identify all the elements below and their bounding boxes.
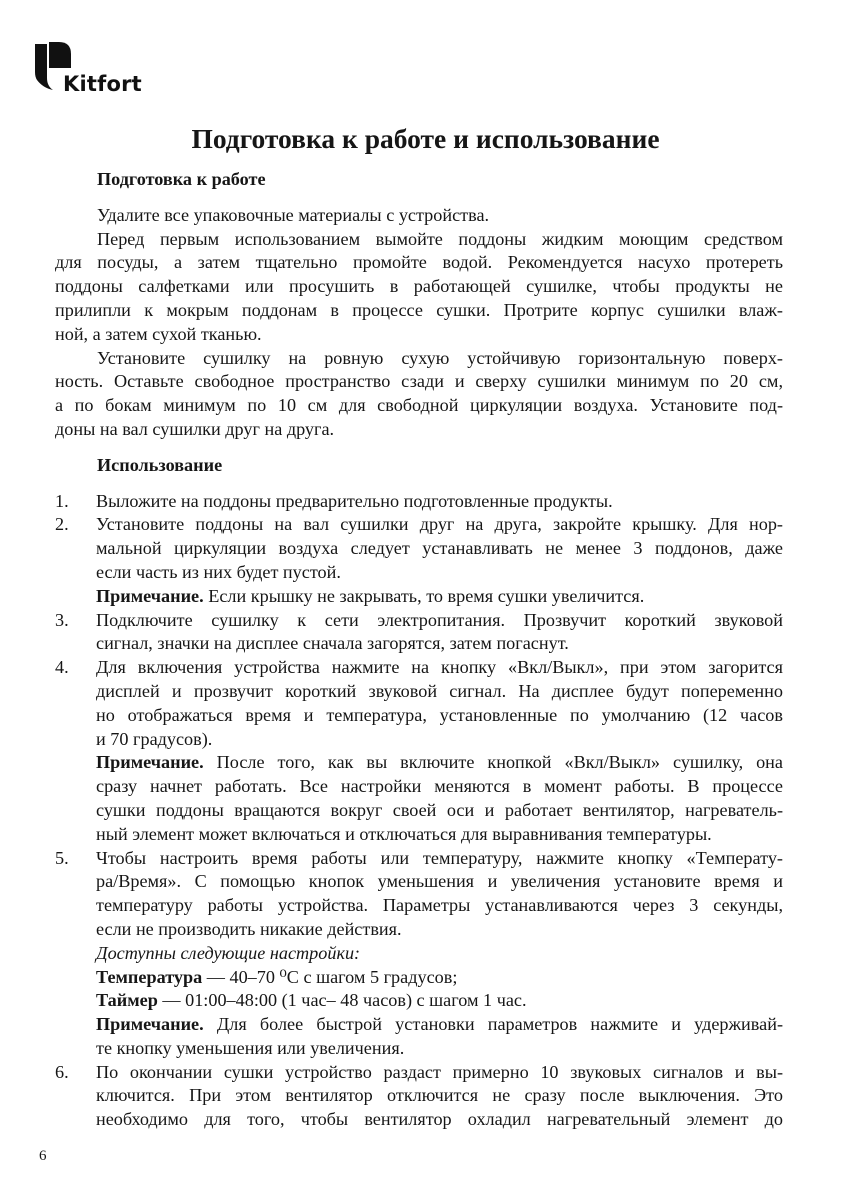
section-heading-usage: Использование (97, 454, 223, 475)
note-line: сушки поддоны вращаются вокруг своей оси и работает вентилятор, нагреватель- (96, 799, 783, 820)
list-item-text: Для включения устройства нажмите на кнопку «Вкл/Выкл», при этом загорится (96, 657, 783, 678)
list-number: 1. (55, 490, 69, 511)
list-number: 4. (55, 657, 69, 678)
list-number: 3. (55, 609, 69, 630)
settings-intro-text: Доступны следующие настройки: (96, 942, 361, 963)
note-label: Примечание. (96, 1014, 204, 1035)
list-item-line: если не производить никакие действия. (96, 918, 402, 939)
list-number: 6. (55, 1061, 69, 1082)
note-text: Если крышку не закрывать, то время сушки увеличится. (203, 585, 645, 606)
list-item-2 (55, 513, 783, 537)
page-number: 6 (39, 1148, 47, 1164)
paragraph-line: Установите сушилку на ровную сухую устойчивую горизонтальную поверх- (97, 347, 783, 368)
document-body (55, 168, 783, 1132)
note-text: После того, как вы включите кнопкой «Вкл/Выкл» сушилку, она (203, 752, 783, 773)
note-line: ный элемент может включаться и отключаться для выравнивания температуры. (96, 823, 712, 844)
list-item-1 (55, 490, 783, 514)
note-text: Для более быстрой установки параметров нажмите и удерживай- (203, 1014, 783, 1035)
list-item-4 (55, 656, 783, 680)
list-number: 2. (55, 514, 69, 535)
note-line: те кнопку уменьшения или увеличения. (96, 1037, 405, 1058)
setting-temperature (55, 966, 783, 990)
list-item-5 (55, 847, 783, 871)
list-item-3 (55, 609, 783, 633)
list-item-text: По окончании сушки устройство раздаст примерно 10 звуковых сигналов и вы- (96, 1061, 783, 1082)
settings-intro (55, 942, 783, 966)
paragraph-line: доны на вал сушилки друг на друга. (55, 418, 335, 439)
paragraph-line: а по бокам минимум по 10 см для свободной циркуляции воздуха. Установите под- (55, 395, 783, 416)
list-item-line: мальной циркуляции воздуха следует устанавливать не менее 3 поддонов, даже (96, 538, 783, 559)
list-item-line: необходимо для того, чтобы вентилятор охладил нагревательный элемент до (96, 1109, 783, 1130)
list-item-line: сигнал, значки на дисплее сначала загорятся, затем погаснут. (96, 633, 569, 654)
list-item-text: Установите поддоны на вал сушилки друг на друга, закройте крышку. Для нор- (96, 514, 783, 535)
note (55, 1013, 783, 1037)
page-title: Подготовка к работе и использование (191, 123, 660, 154)
paragraph-line: ной, а затем сухой тканью. (55, 323, 262, 344)
list-item-6 (55, 1061, 783, 1085)
paragraph-line: ность. Оставьте свободное пространство сзади и сверху сушилки минимум по 20 см, (55, 371, 783, 392)
setting-value: — 01:00–48:00 (1 час– 48 часов) с шагом 1 час. (157, 990, 527, 1011)
note-label: Примечание. (96, 585, 204, 606)
setting-value: — 40–70 ⁰С с шагом 5 градусов; (202, 966, 458, 987)
note-label: Примечание. (96, 752, 204, 773)
list-item-line: ра/Время». С помощью кнопок уменьшения и увеличения установите время и (96, 871, 783, 892)
setting-label: Таймер (96, 990, 158, 1011)
setting-label: Температура (96, 966, 203, 987)
list-item-line: но отображаться время и температура, установленные по умолчанию (12 часов (96, 704, 783, 725)
list-item-text: Подключите сушилку к сети электропитания. Прозвучит короткий звуковой (96, 609, 783, 630)
list-item-line: ключится. При этом вентилятор отключится не сразу после выключения. Это (96, 1085, 783, 1106)
list-item-line: если часть из них будет пустой. (96, 561, 341, 582)
paragraph-line: Удалите все упаковочные материалы с устройства. (97, 204, 490, 225)
list-item-line: температуру работы устройства. Параметры устанавливаются через 3 секунды, (96, 895, 783, 916)
section-heading-preparation: Подготовка к работе (97, 169, 266, 189)
note (55, 751, 783, 775)
note-line: сразу начнет работать. Все настройки меняются в момент работы. В процессе (96, 776, 783, 797)
list-item-line: и 70 градусов). (96, 728, 213, 749)
paragraph-line: поддоны салфетками или просушить в работающей сушилке, чтобы продукты не (55, 276, 783, 297)
brand-name: Kitfort (63, 72, 142, 96)
list-item-text: Выложите на поддоны предварительно подготовленные продукты. (96, 490, 613, 511)
paragraph-line: прилипли к мокрым поддонам в процессе сушки. Протрите корпус сушилки влаж- (55, 299, 783, 320)
list-number: 5. (55, 847, 69, 868)
setting-timer (55, 989, 783, 1013)
list-item-line: дисплей и прозвучит короткий звуковой сигнал. На дисплее будут попеременно (96, 680, 783, 701)
paragraph-line: Перед первым использованием вымойте поддоны жидким моющим средством (97, 228, 783, 249)
note (55, 585, 783, 609)
paragraph-line: для посуды, а затем тщательно промойте водой. Рекомендуется насухо протереть (55, 252, 783, 273)
list-item-text: Чтобы настроить время работы или температуру, нажмите кнопку «Температу- (96, 847, 783, 868)
